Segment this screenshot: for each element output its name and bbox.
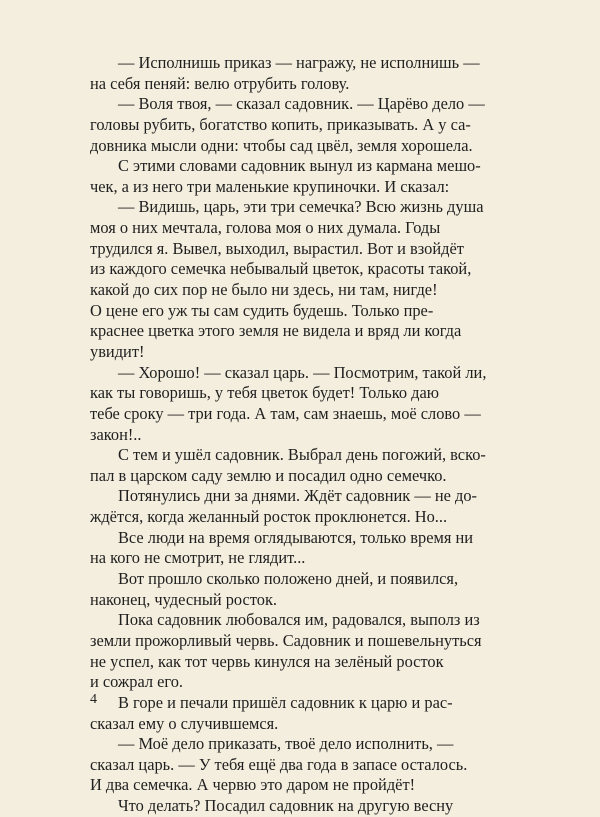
text-line: на кого не смотрит, не глядит... xyxy=(90,548,306,568)
text-line: головы рубить, богатство копить, приказывать. А у са- xyxy=(90,114,471,134)
text-line: О цене его уж ты сам судить будешь. Только пре- xyxy=(90,300,434,320)
text-line: сказал царь. — У тебя ещё два года в запасе осталось. xyxy=(90,754,468,774)
text-line: Что делать? Посадил садовник на другую весну xyxy=(118,796,454,816)
story-text xyxy=(90,53,545,817)
text-line: какой до сих пор не было ни здесь, ни там, нигде! xyxy=(90,280,438,300)
text-line: С тем и ушёл садовник. Выбрал день погожий, вско- xyxy=(118,445,486,465)
text-line: наконец, чудесный росток. xyxy=(90,589,278,609)
text-line: — Исполнишь приказ — награжу, не исполнишь — xyxy=(118,53,480,72)
text-line: — Моё дело приказать, твоё дело исполнить, — xyxy=(118,734,454,754)
text-line: — Хорошо! — сказал царь. — Посмотрим, такой ли, xyxy=(118,362,487,382)
text-line: земли прожорливый червь. Садовник и пошевельнуться xyxy=(90,630,482,650)
text-line: Потянулись дни за днями. Ждёт садовник — не до- xyxy=(118,486,477,506)
text-line: Все люди на время оглядываются, только время ни xyxy=(118,527,474,547)
text-line: увидит! xyxy=(90,341,145,361)
text-line: и сожрал его. xyxy=(90,672,184,692)
text-line: Вот прошло сколько положено дней, и появился, xyxy=(118,569,459,589)
text-line: В горе и печали пришёл садовник к царю и рас- xyxy=(118,692,453,712)
text-line: — Видишь, царь, эти три семечка? Всю жизнь душа xyxy=(118,197,484,217)
text-line: из каждого семечка небывалый цветок, красоты такой, xyxy=(90,259,472,279)
text-line: ждётся, когда желанный росток проклюнется. Но... xyxy=(90,507,448,527)
text-line: как ты говоришь, у тебя цветок будет! Только даю xyxy=(90,383,440,403)
text-line: не успел, как тот червь кинулся на зелёный росток xyxy=(90,651,444,671)
text-line: С этими словами садовник вынул из кармана меш‍о- xyxy=(118,156,481,176)
text-line: закон!.. xyxy=(90,424,142,444)
text-line: И два семечка. А червю это даром не пройдёт! xyxy=(90,775,416,795)
text-line: чек, а из него три маленькие крупиночки. И сказал: xyxy=(90,176,450,196)
page-number: 4 xyxy=(90,692,97,707)
text-line: пал в царском саду землю и посадил одно семечко. xyxy=(90,465,447,485)
text-line: довника мысли одни: чтобы сад цвёл, земля хорошела. xyxy=(90,135,473,155)
text-line: на себя пеняй: велю отрубить голову. xyxy=(90,73,350,93)
text-line: тебе сроку — три года. А там, сам знаешь, моё слово — xyxy=(90,403,481,423)
text-line: сказал ему о случившемся. xyxy=(90,713,279,733)
text-line: краснее цветка этого земля не видела и вряд ли когда xyxy=(90,321,462,341)
text-line: — Воля твоя, — сказал садовник. — Царёво дело — xyxy=(118,94,485,114)
text-line: трудился я. Вывел, выходил, вырастил. Вот и взойдёт xyxy=(90,238,464,258)
text-line: Пока садовник любовался им, радовался, выполз из xyxy=(118,610,480,630)
text-line: моя о них мечтала, голова моя о них думала. Годы xyxy=(90,218,441,238)
